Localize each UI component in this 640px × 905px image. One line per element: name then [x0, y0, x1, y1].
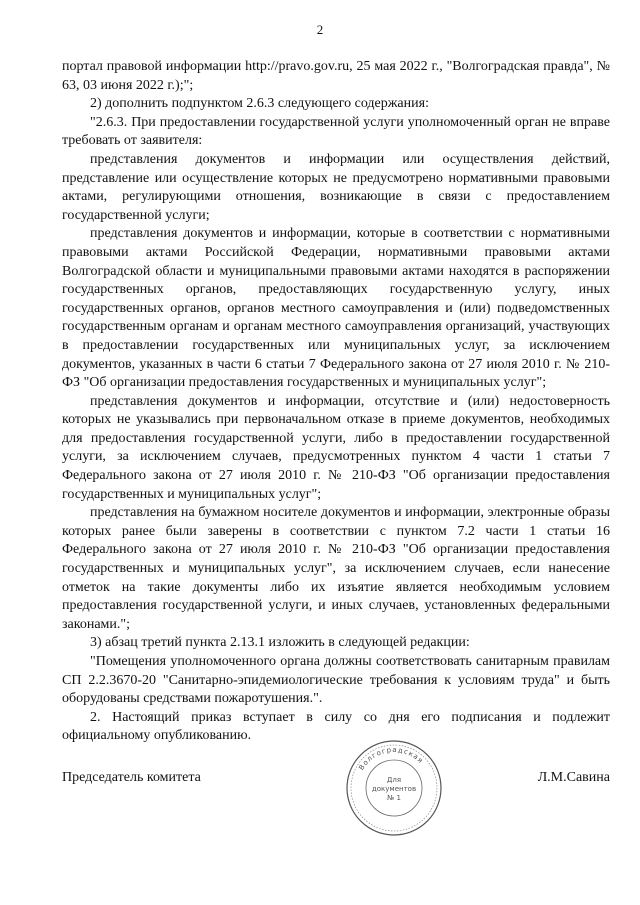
official-seal — [344, 738, 444, 838]
document-body — [62, 58, 610, 746]
paragraph: портал правовой информации http://pravo.gov.ru, 25 мая 2022 г., "Волгоградская правда", № 63, 03 июня 2022 г.);"; — [62, 59, 610, 93]
paragraph: представления на бумажном носителе документов и информации, электронные образы которых ранее были заверены в соответствии с пунктом 7.2 части 1 статьи 16 Федерального закона от 27 июля 2010 г. № 210-ФЗ "Об организации предоставления государственных и муниципальных услуг", за исключением случаев, если нанесение отметок на такие документы либо их изъятие является необходимым условием предоставления государственной услуги, и иных случаев, установленных федеральными законами."; — [62, 505, 610, 632]
paragraph: представления документов и информации, которые в соответствии с нормативными правовыми актами Российской Федерации, нормативными правовыми актами Волгоградской области и муниципальными правовыми актами находятся в распоряжении государственных органов, предоставляющих государственную услугу, иных государственных органов, органов местного самоуправления и (или) подведомственных государственным органам и органам местного самоуправления организаций, участвующих в предоставлении государственных или муниципальных услуг, за исключением документов, указанных в части 6 статьи 7 Федерального закона от 27 июля 2010 г. № 210-ФЗ "Об организации предоставления государственных и муниципальных услуг"; — [62, 226, 610, 391]
page-number: 2 — [316, 22, 324, 37]
seal-ring-text: Волгоградская — [357, 745, 425, 772]
seal-center-line2: документов — [371, 785, 417, 793]
paragraph: "2.6.3. При предоставлении государственной услуги уполномоченный орган не вправе требовать от заявителя: — [62, 114, 610, 149]
paragraph: 2. Настоящий приказ вступает в силу со дня его подписания и подлежит официальному опубликованию. — [62, 709, 610, 744]
seal-center-line3: № 1 — [387, 794, 401, 802]
paragraph: представления документов и информации, отсутствие и (или) недостоверность которых не указывались при первоначальном отказе в приеме документов, необходимых для предоставления государственной услуги, либо в предоставлении государственной услуги, за исключением случаев, предусмотренных пунктом 4 части 1 статьи 7 Федерального закона от 27 июля 2010 г. № 210-ФЗ "Об организации предоставления государственных и муниципальных услуг"; — [62, 393, 610, 502]
paragraph: 2) дополнить подпунктом 2.6.3 следующего содержания: — [90, 96, 429, 112]
paragraph: "Помещения уполномоченного органа должны соответствовать санитарным правилам СП 2.2.3670-20 "Санитарно-эпидемиологические требования к условиям труда" и быть оборудованы средствами пожаротушения.". — [62, 654, 610, 707]
paragraph: 3) абзац третий пункта 2.13.1 изложить в следующей редакции: — [90, 635, 470, 651]
signature-row — [62, 770, 610, 790]
seal-center-line1: Для — [386, 776, 402, 784]
seal-graphic — [344, 738, 444, 838]
paragraph: представления документов и информации или осуществления действий, представление или осуществление которых не предусмотрено нормативными правовыми актами, регулирующими отношения, возникающие в связи с предоставлением государственной услуги; — [62, 151, 610, 223]
signer-name: Л.М.Савина — [537, 770, 610, 785]
signer-title: Председатель комитета — [62, 770, 201, 785]
